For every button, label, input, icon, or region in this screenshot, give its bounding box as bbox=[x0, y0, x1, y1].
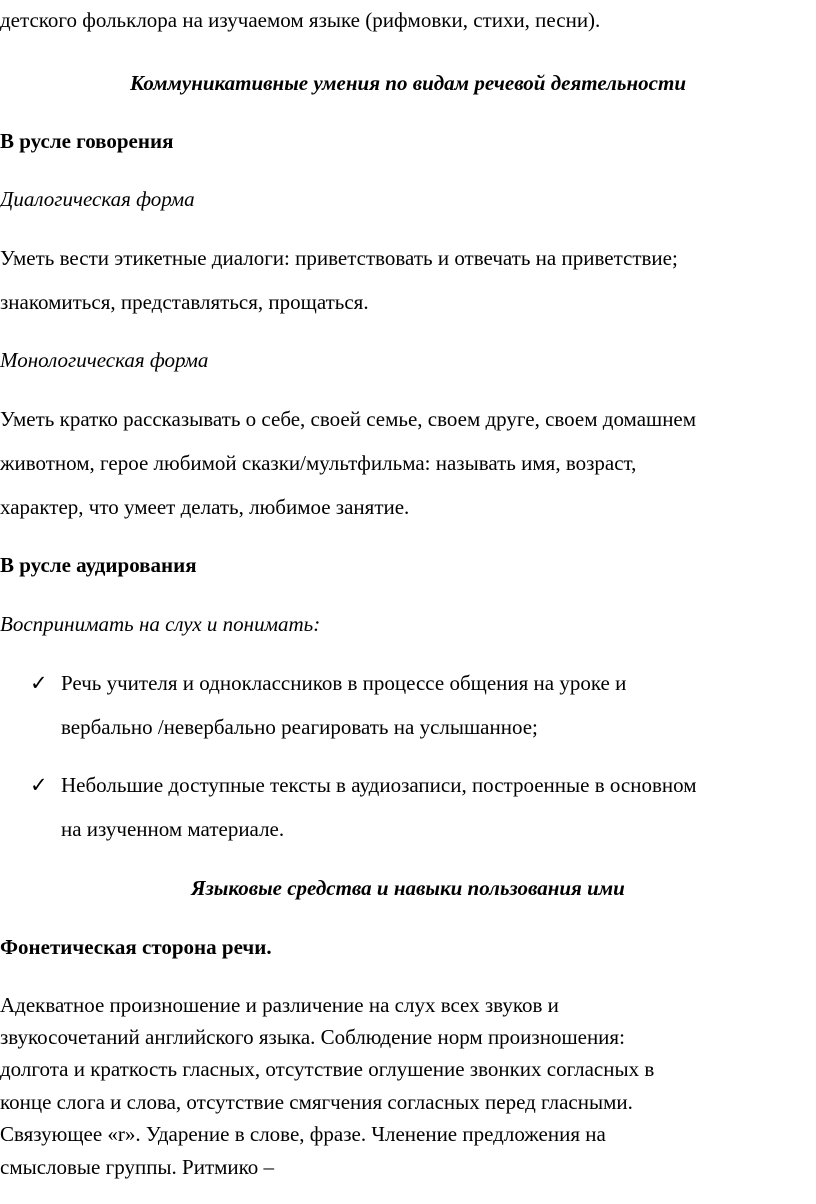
phonetic-text-line-5: Связующее «r». Ударение в слове, фразе. Членение предложения на bbox=[0, 1122, 606, 1146]
phonetic-text-line-4: конце слога и слова, отсутствие смягчения согласных перед гласными. bbox=[0, 1090, 633, 1114]
section-title-communicative: Коммуникативные умения по видам речевой деятельности bbox=[129, 71, 687, 95]
intro-line: детского фольклора на изучаемом языке (рифмовки, стихи, песни). bbox=[0, 8, 601, 32]
phonetic-text-line-1: Адекватное произношение и различение на слух всех звуков и bbox=[0, 993, 559, 1017]
dialog-text-line-1: Уметь вести этикетные диалоги: приветствовать и отвечать на приветствие; bbox=[0, 246, 678, 270]
monolog-text-line-3: характер, что умеет делать, любимое занятие. bbox=[0, 495, 410, 519]
dialog-form-label: Диалогическая форма bbox=[0, 187, 195, 211]
monolog-text-line-1: Уметь кратко рассказывать о себе, своей семье, своем друге, своем домашнем bbox=[0, 407, 697, 431]
phonetic-text-line-6: смысловые группы. Ритмико – bbox=[0, 1155, 275, 1179]
list-item-line-1: Речь учителя и одноклассников в процессе общения на уроке и bbox=[61, 671, 627, 695]
section-title-language-means: Языковые средства и навыки пользования ими bbox=[191, 876, 625, 900]
listening-heading: В русле аудирования bbox=[0, 553, 197, 577]
checkmark-icon: ✓ bbox=[30, 671, 48, 695]
phonetic-text-line-2: звукосочетаний английского языка. Соблюдение норм произношения: bbox=[0, 1025, 625, 1049]
listening-intro: Воспринимать на слух и понимать: bbox=[0, 612, 321, 636]
phonetic-heading: Фонетическая сторона речи. bbox=[0, 935, 272, 959]
list-item-line-2: на изученном материале. bbox=[61, 817, 285, 841]
speaking-heading: В русле говорения bbox=[0, 129, 174, 153]
phonetic-text-line-3: долгота и краткость гласных, отсутствие оглушение звонких согласных в bbox=[0, 1057, 655, 1081]
list-item-line-1: Небольшие доступные тексты в аудиозаписи, построенные в основном bbox=[61, 773, 697, 797]
monolog-text-line-2: животном, герое любимой сказки/мультфильма: называть имя, возраст, bbox=[0, 451, 637, 475]
dialog-text-line-2: знакомиться, представляться, прощаться. bbox=[0, 290, 369, 314]
monolog-form-label: Монологическая форма bbox=[0, 348, 209, 372]
checkmark-icon: ✓ bbox=[30, 773, 48, 797]
list-item-line-2: вербально /невербально реагировать на услышанное; bbox=[61, 715, 538, 739]
